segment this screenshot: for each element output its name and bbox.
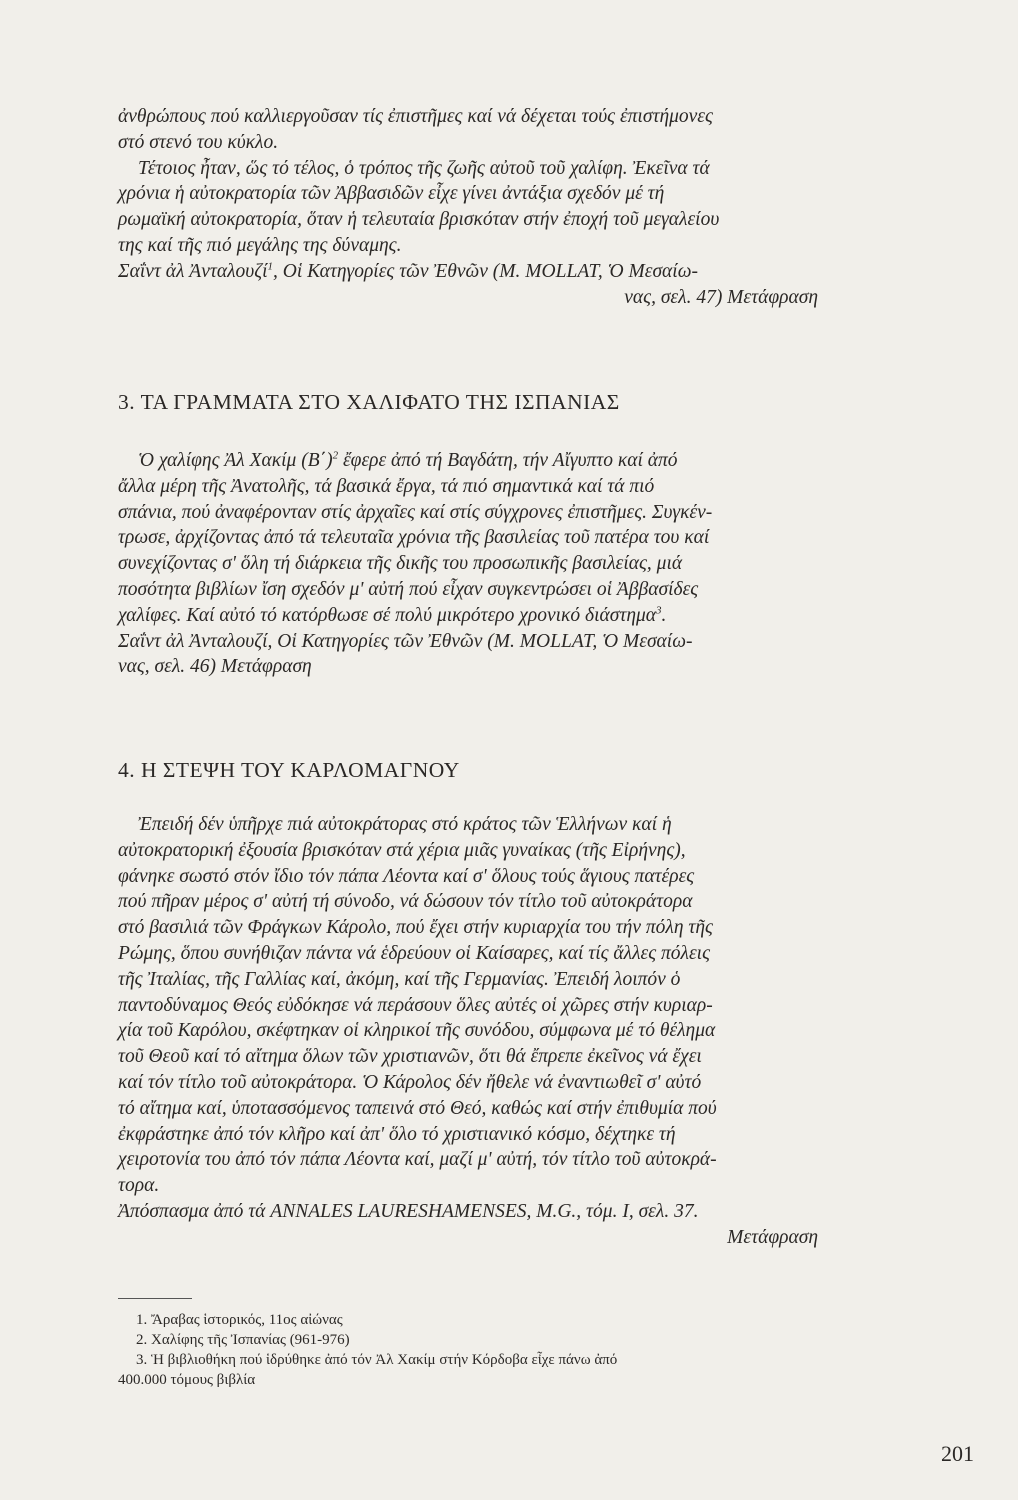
text-line: πού πῆραν μέρος σ' αὐτή τή σύνοδο, νά δώσουν τόν τίτλο τοῦ αὐτοκράτορα: [118, 891, 693, 913]
text-line: τό αἴτημα καί, ὑποτασσόμενος ταπεινά στό Θεό, καθώς καί στήν ἐπιθυμία πού: [118, 1097, 717, 1119]
text-line: στό βασιλιά τῶν Φράγκων Κάρολο, πού ἔχει στήν κυριαρχία του τήν πόλη τῆς: [118, 917, 713, 939]
text-line: στό στενό του κύκλο.: [118, 131, 279, 153]
section3-passage: [118, 448, 818, 680]
text-line: Ρώμης, ὅπου συνήθιζαν πάντα νά ἑδρεύουν οἱ Καίσαρες, καί τίς ἄλλες πόλεις: [118, 942, 711, 964]
source-citation-cont: νας, σελ. 46) Μετάφραση: [118, 656, 312, 678]
text-line: ρωμαϊκή αὐτοκρατορία, ὅταν ἡ τελευταία βρισκόταν στήν ἐποχή τοῦ μεγαλείου: [118, 209, 720, 231]
text-line: ἄλλα μέρη τῆς Ἀνατολῆς, τά βασικά ἔργα, τά πιό σημαντικά καί τά πιό: [118, 475, 655, 497]
section-number: 3.: [118, 390, 136, 414]
text-line: τοῦ Θεοῦ καί τό αἴτημα ὅλων τῶν χριστιανῶν, ὅτι θά ἔπρεπε ἐκεῖνος νά ἔχει: [118, 1046, 702, 1068]
text-line: ποσότητα βιβλίων ἴση σχεδόν μ' αὐτή πού εἶχαν συγκεντρώσει οἱ Ἀββασίδες: [118, 578, 699, 600]
section4-passage: [118, 812, 818, 1251]
text-line: συνεχίζοντας σ' ὅλη τή διάρκεια τῆς δικῆς του προσωπικῆς βασιλείας, μιά: [118, 553, 683, 575]
text-line: χαλίφες. Καί αὐτό τό κατόρθωσε σέ πολύ μικρότερο χρονικό διάστημα$^3$.: [118, 604, 667, 626]
source-citation: Σαΐντ ἀλ Ἀνταλουζί, Οἱ Κατηγορίες τῶν Ἐθνῶν (M. MOLLAT, Ὁ Μεσαίω-: [118, 630, 693, 652]
page-number: 201: [941, 1441, 974, 1466]
text-line: της καί τῆς πιό μεγάλης της δύναμης.: [118, 234, 402, 256]
footnote-continuation: 400.000 τόμους βιβλία: [118, 1372, 256, 1388]
source-citation: Σαΐντ ἀλ Ἀνταλουζί$^1$, Οἱ Κατηγορίες τῶν Ἐθνῶν (M. MOLLAT, Ὁ Μεσαίω-: [118, 260, 698, 282]
text-line: χειροτονία του ἀπό τόν πάπα Λέοντα καί, μαζί μ' αὐτή, τόν τίτλο τοῦ αὐτοκρά-: [118, 1149, 717, 1171]
text-line: ἀνθρώπους πού καλλιεργοῦσαν τίς ἐπιστῆμες καί νά δέχεται τούς ἐπιστήμονες: [118, 106, 713, 127]
text-line: χία τοῦ Καρόλου, σκέφτηκαν οἱ κληρικοί τῆς συνόδου, σύμφωνα μέ τό θέλημα: [118, 1020, 716, 1042]
source-citation-cont: Μετάφραση: [727, 1226, 818, 1248]
section-title: Η ΣΤΕΨΗ ΤΟΥ ΚΑΡΛΟΜΑΓΝΟΥ: [141, 758, 460, 782]
text-line: τῆς Ἰταλίας, τῆς Γαλλίας καί, ἀκόμη, καί τῆς Γερμανίας. Ἐπειδή λοιπόν ὁ: [118, 968, 681, 990]
footnote: 1. Ἄραβας ἱστορικός, 11ος αἰώνας: [136, 1312, 343, 1328]
text-line: τορα.: [118, 1175, 160, 1197]
text-line: καί τόν τίτλο τοῦ αὐτοκράτορα. Ὁ Κάρολος δέν ἤθελε νά ἐναντιωθεῖ σ' αὐτό: [118, 1071, 702, 1093]
text-line: παντοδύναμος Θεός εὐδόκησε νά περάσουν ὅλες αὐτές οἱ χῶρες στήν κυριαρ-: [118, 994, 713, 1016]
footnote-separator: [118, 1298, 192, 1299]
text-line: χρόνια ἡ αὐτοκρατορία τῶν Ἀββασιδῶν εἶχε γίνει ἀντάξια σχεδόν μέ τή: [118, 183, 665, 205]
text-line: τρωσε, ἀρχίζοντας ἀπό τά τελευταῖα χρόνια τῆς βασιλείας τοῦ πατέρα του καί: [118, 527, 710, 549]
text-line: Ὁ χαλίφης Ἀλ Χακίμ $(B΄)^2$ ἔφερε ἀπό τή Βαγδάτη, τήν Αἴγυπτο καί ἀπό: [138, 449, 678, 471]
text-line: Τέτοιος ἦταν, ὥς τό τέλος, ὁ τρόπος τῆς ζωῆς αὐτοῦ τοῦ χαλίφη. Ἐκεῖνα τά: [138, 157, 710, 179]
footnotes: [118, 1310, 818, 1390]
section-heading: [118, 758, 818, 783]
footnote: 2. Χαλίφης τῆς Ἰσπανίας (961-976): [136, 1332, 350, 1348]
text-line: αὐτοκρατορική ἐξουσία βρισκόταν στά χέρια μιᾶς γυναίκας (τῆς Εἰρήνης),: [118, 839, 686, 861]
section-heading: [118, 390, 818, 415]
text-line: ἐκφράστηκε ἀπό τόν κλῆρο καί ἀπ' ὅλο τό χριστιανικό κόσμο, δέχτηκε τή: [118, 1123, 676, 1145]
top-passage: [118, 104, 818, 310]
source-citation: Ἀπόσπασμα ἀπό τά ANNALES LAURESHAMENSES, M.G., τόμ. I, σελ. 37.: [118, 1200, 699, 1222]
section-number: 4.: [118, 758, 136, 782]
source-citation-cont: νας, σελ. 47) Μετάφραση: [624, 286, 818, 308]
section-title: ΤΑ ΓΡΑΜΜΑΤΑ ΣΤΟ ΧΑΛΙΦΑΤΟ ΤΗΣ ΙΣΠΑΝΙΑΣ: [140, 390, 620, 414]
text-line: σπάνια, πού ἀναφέρονταν στίς ἀρχαῖες καί στίς σύγχρονες ἐπιστῆμες. Συγκέν-: [118, 501, 713, 523]
text-line: φάνηκε σωστό στόν ἴδιο τόν πάπα Λέοντα καί σ' ὅλους τούς ἅγιους πατέρες: [118, 865, 695, 887]
footnote: 3. Ἡ βιβλιοθήκη πού ἱδρύθηκε ἀπό τόν Ἀλ Χακίμ στήν Κόρδοβα εἶχε πάνω ἀπό: [136, 1352, 618, 1368]
text-line: Ἐπειδή δέν ὑπῆρχε πιά αὐτοκράτορας στό κράτος τῶν Ἑλλήνων καί ἡ: [138, 814, 672, 835]
